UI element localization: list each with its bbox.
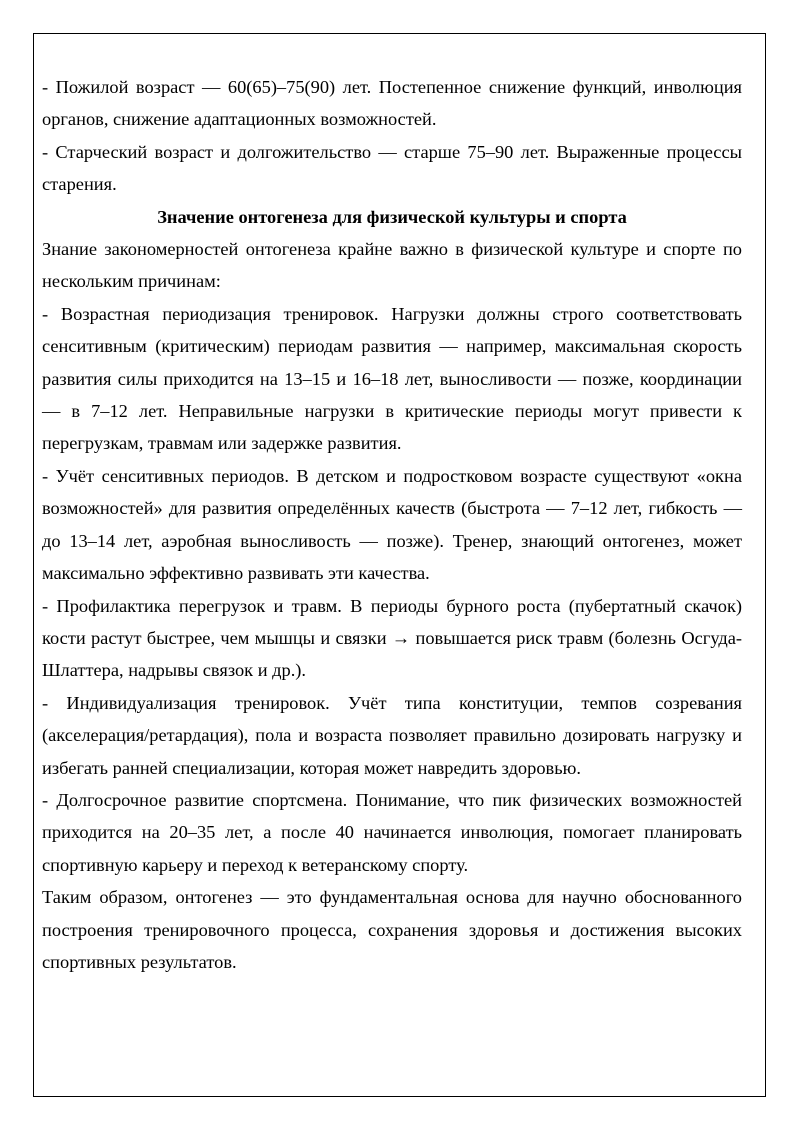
paragraph-conclusion: Таким образом, онтогенез — это фундаментальная основа для научно обоснованного построения тренировочного процесса, сохранения здоровья и достижения высоких спортивных результатов. [42,887,742,972]
paragraph-sensitive-periods: - Учёт сенситивных периодов. В детском и подростковом возрасте существуют «окна возможностей» для развития определённых качеств (быстрота — 7–12 лет, гибкость — до 13–14 лет, аэробная выносливость — позже). Тренер, знающий онтогенез, может максимально эффективно развивать эти качества. [42,465,742,584]
paragraph-injury-prevention: - Профилактика перегрузок и травм. В периоды бурного роста (пубертатный скачок) кости растут быстрее, чем мышцы и связки → повышается риск травм (болезнь Осгуда-Шлаттера, надрывы связок и др.). [42,595,742,681]
section-heading: Значение онтогенеза для физической культуры и спорта [157,206,627,227]
document-body [42,71,742,978]
paragraph-elderly-age: - Пожилой возраст — 60(65)–75(90) лет. Постепенное снижение функций, инволюция органов, снижение адаптационных возможностей. [42,77,742,130]
paragraph-intro: Знание закономерностей онтогенеза крайне важно в физической культуре и спорте по нескольким причинам: [42,239,742,292]
paragraph-senile-age: - Старческий возраст и долгожительство — старше 75–90 лет. Выраженные процессы старения. [42,141,742,195]
paragraph-individualization: - Индивидуализация тренировок. Учёт типа конституции, темпов созревания (акселерация/ретардация), пола и возраста позволяет правильно дозировать нагрузку и избегать ранней специализации, которая может навредить здоровью. [42,692,742,778]
paragraph-age-periodization: - Возрастная периодизация тренировок. Нагрузки должны строго соответствовать сенситивным (критическим) периодам развития — например, максимальная скорость развития силы приходится на 13–15 и 16–18 лет, выносливости — позже, координации — в 7–12 лет. Неправильные нагрузки в критические периоды могут привести к перегрузкам, травмам или задержке развития. [42,303,742,454]
paragraph-long-term-development: - Долгосрочное развитие спортсмена. Понимание, что пик физических возможностей приходится на 20–35 лет, а после 40 начинается инволюция, помогает планировать спортивную карьеру и переход к ветеранскому спорту. [42,789,742,875]
